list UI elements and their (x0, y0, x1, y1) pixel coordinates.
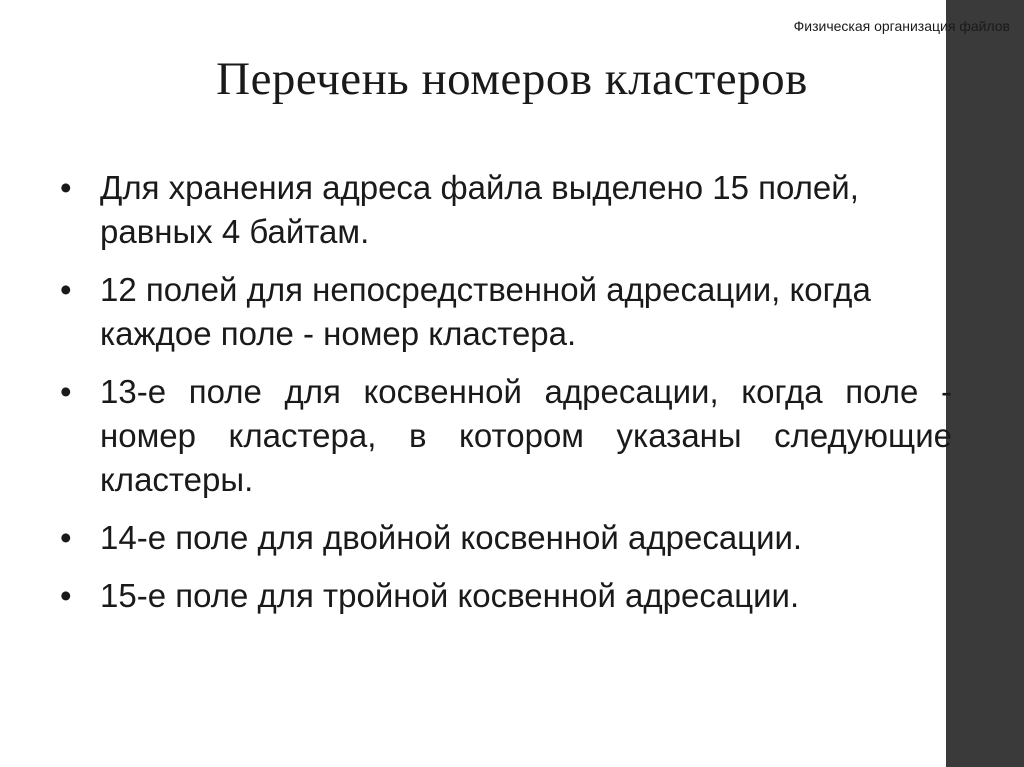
bullet-icon: • (60, 373, 72, 410)
bullet-item (60, 516, 952, 560)
bullet-icon: • (60, 519, 72, 556)
bullet-text: Для хранения адреса файла выделено 15 полей, равных 4 байтам. (100, 169, 859, 250)
bullet-icon: • (60, 577, 72, 614)
bullet-item (60, 370, 952, 502)
bullet-list (60, 166, 952, 632)
slide-title: Перечень номеров кластеров (216, 53, 808, 105)
bullet-icon: • (60, 271, 72, 308)
bullet-text: 13-е поле для косвенной адресации, когда поле - номер кластера, в котором указаны следующие кластеры. (100, 373, 952, 498)
bullet-item (60, 574, 952, 618)
bullet-text: 14-е поле для двойной косвенной адресации. (100, 519, 803, 556)
bullet-icon: • (60, 169, 72, 206)
side-bar-decoration (946, 0, 1024, 767)
bullet-text: 15-е поле для тройной косвенной адресации. (100, 577, 800, 614)
bullet-item (60, 166, 952, 254)
bullet-text: 12 полей для непосредственной адресации, когда каждое поле - номер кластера. (100, 271, 871, 352)
bullet-item (60, 268, 952, 356)
section-label: Физическая организация файлов (793, 18, 1010, 34)
